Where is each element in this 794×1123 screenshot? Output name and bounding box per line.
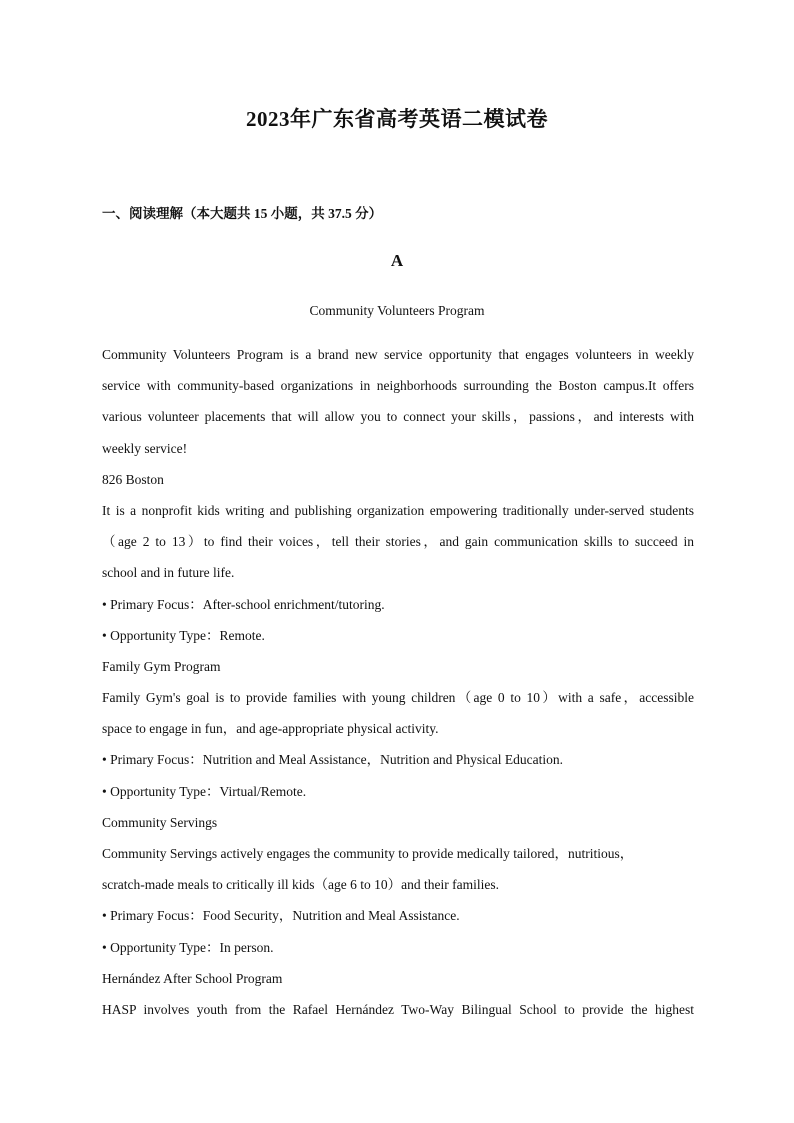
passage-line: （age 2 to 13）to find their voices，tell their stories，and gain communication skills to succeed in xyxy=(102,534,694,550)
passage-line: scratch-made meals to critically ill kids（age 6 to 10）and their families. xyxy=(102,877,500,893)
passage-line: various volunteer placements that will allow you to connect your skills，passions，and interests with xyxy=(102,409,694,425)
passage-line: school and in future life. xyxy=(102,565,235,581)
passage-line: space to engage in fun，and age-appropriate physical activity. xyxy=(102,721,439,737)
passage-label: A xyxy=(390,251,404,270)
passage-body xyxy=(102,339,694,1025)
subheading-community-servings: Community Servings xyxy=(102,814,218,830)
passage-line: HASP involves youth from the Rafael Hernández Two-Way Bilingual School to provide the highest xyxy=(102,1001,694,1017)
passage-line: It is a nonprofit kids writing and publishing organization empowering traditionally under-served students xyxy=(102,502,694,518)
bullet-item: • Primary Focus：After-school enrichment/tutoring. xyxy=(102,596,385,612)
passage-line: weekly service! xyxy=(102,440,188,456)
bullet-item: • Opportunity Type：In person. xyxy=(102,939,274,955)
passage-title: Community Volunteers Program xyxy=(309,303,485,318)
bullet-item: • Primary Focus：Nutrition and Meal Assistance，Nutrition and Physical Education. xyxy=(102,752,564,768)
page-title: 2023年广东省高考英语二模试卷 xyxy=(246,107,548,131)
passage-line: service with community-based organizations in neighborhoods surrounding the Boston campus.It offers xyxy=(102,378,694,394)
bullet-item: • Primary Focus：Food Security，Nutrition and Meal Assistance. xyxy=(102,908,460,924)
bullet-item: • Opportunity Type：Virtual/Remote. xyxy=(102,783,307,799)
subheading-hernandez: Hernández After School Program xyxy=(102,970,283,986)
bullet-item: • Opportunity Type：Remote. xyxy=(102,627,265,643)
subheading-family-gym: Family Gym Program xyxy=(102,658,221,674)
passage-line: Community Servings actively engages the community to provide medically tailored，nutritious， xyxy=(102,846,634,861)
section-heading: 一、阅读理解（本大题共 15 小题，共 37.5 分） xyxy=(102,206,383,221)
passage-line: Community Volunteers Program is a brand new service opportunity that engages volunteers in weekly xyxy=(102,347,694,362)
subheading-826-boston: 826 Boston xyxy=(102,471,164,487)
passage-line: Family Gym's goal is to provide families with young children（age 0 to 10）with a safe，accessible xyxy=(102,690,694,706)
